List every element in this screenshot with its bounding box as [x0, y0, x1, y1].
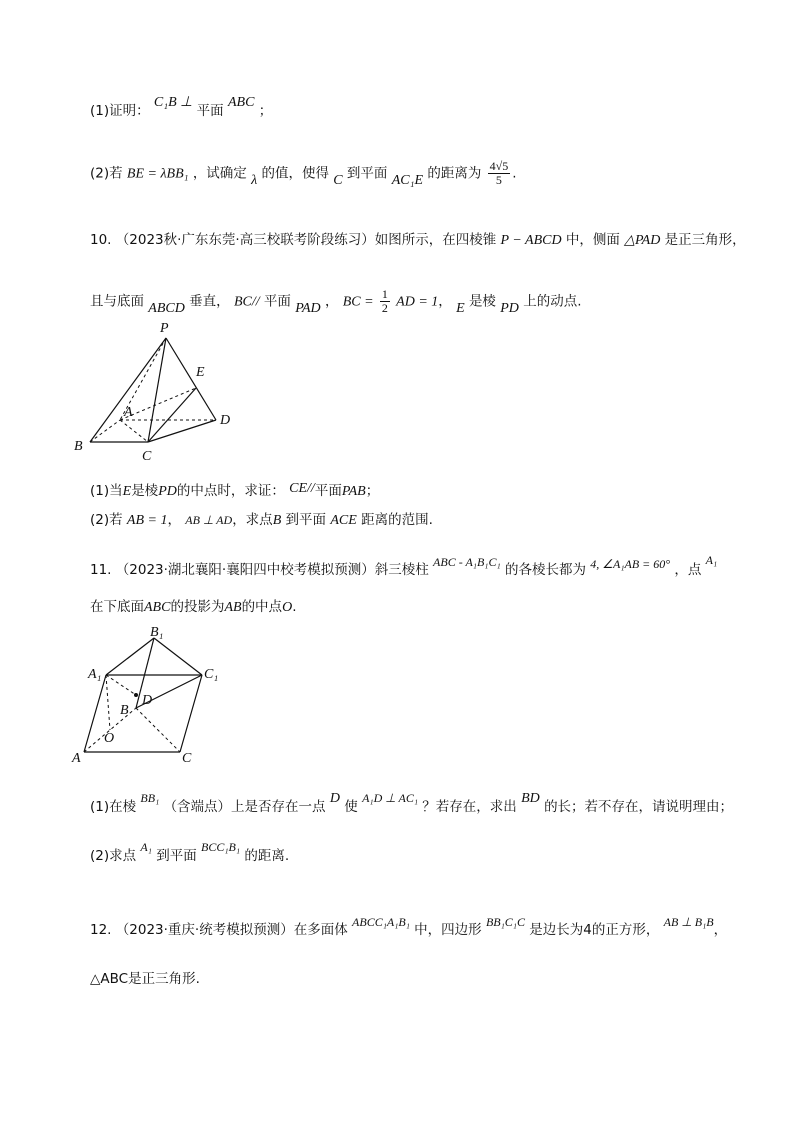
label-A: A — [124, 405, 133, 420]
q11-text1: 的各棱长都为 — [504, 562, 586, 578]
q10-solid: P − ABCD — [500, 233, 562, 248]
q11-end: . — [292, 599, 297, 615]
label-E: E — [196, 365, 205, 380]
q10-pad: PAD — [295, 300, 321, 316]
q10-p1-pab: PAB — [341, 484, 366, 499]
q10-bc: BC// — [233, 294, 260, 310]
q10-stem-line2 — [90, 288, 582, 315]
q10-comma: ， — [324, 293, 339, 310]
q11-p2-b: 到平面 — [156, 848, 197, 864]
q11-part1 — [90, 791, 734, 818]
q10-p2-perp: AB ⊥ AD — [185, 513, 233, 527]
q10-eq-fraction — [380, 288, 390, 315]
q12-text1: 中，四边形 — [414, 922, 482, 938]
label-A1: A₁ — [88, 667, 102, 682]
q10-l2-c: 平面 — [263, 293, 291, 310]
q10-part1 — [90, 481, 379, 502]
q11-ab: AB — [224, 600, 242, 615]
q12-line2: △ABC是正三角形. — [90, 971, 200, 987]
q11-abc: ABC — [144, 600, 171, 615]
q10-p1-a: (1)当 — [90, 483, 123, 499]
label-B: B — [74, 439, 83, 454]
q12-end: ， — [713, 922, 728, 938]
q10-p1-end: ； — [365, 483, 380, 499]
q9-p1-plane: 平面 — [196, 103, 224, 119]
q11-p1-d: D — [329, 791, 340, 806]
q11-part2 — [90, 840, 290, 866]
q9-p2-point: C — [333, 172, 343, 188]
q9-p2-expr: BE = λBB₁ — [126, 166, 189, 182]
label-A: A — [72, 751, 81, 766]
q11-condition: 4, ∠A₁AB = 60° — [590, 557, 671, 571]
q11-a1: A₁ — [705, 553, 718, 567]
q11-p2-a1: A₁ — [140, 840, 152, 854]
q9-p2-label: (2)若 — [90, 165, 123, 182]
q9-p2-frac-num: 4√5 — [489, 159, 509, 173]
q11-solid: ABC - A₁B₁C₁ — [433, 555, 501, 569]
q9-p2-text2: 的值，使得 — [261, 165, 329, 182]
q10-p2-pt: B — [272, 513, 282, 528]
q10-p2-sep: ， — [167, 512, 181, 528]
q10-p1-d: 平面 — [314, 483, 342, 499]
q9-part1 — [90, 95, 273, 122]
label-B1: B₁ — [150, 625, 164, 640]
q12-perp: AB ⊥ B₁B — [663, 915, 714, 929]
q10-p2-ace: ACE — [330, 513, 357, 528]
q11-p1-f: 的长；若不存在，请说明理由； — [544, 799, 734, 815]
q9-p2-text3: 到平面 — [346, 165, 388, 182]
q9-part2 — [90, 160, 517, 187]
edge-AB — [90, 420, 120, 442]
q10-p2-d: 距离的范围. — [361, 512, 433, 528]
q12-source: （2023·重庆·统考模拟预测）在多面体 — [115, 922, 348, 938]
edge-AA1 — [84, 675, 106, 752]
q9-p2-fraction — [488, 160, 511, 187]
q11-l2-a: 在下底面 — [90, 599, 144, 615]
q10-stem-line1 — [90, 230, 746, 251]
q9-p2-plane: AC₁E — [391, 172, 424, 188]
label-P: P — [160, 321, 169, 336]
q11-p2-plane: BCC₁B₁ — [201, 840, 241, 854]
q9-p2-frac-den: 5 — [495, 173, 502, 187]
q12-stem-line2 — [90, 969, 200, 989]
q11-stem-line2 — [90, 597, 296, 618]
q11-stem-line1 — [90, 553, 718, 580]
q10-text1: 中，侧面 — [565, 232, 620, 248]
q10-part2 — [90, 510, 433, 531]
q11-p1-e: ？若存在，求出 — [422, 799, 517, 815]
edge-A1D — [106, 675, 136, 695]
edge-AC — [120, 420, 148, 442]
q11-o: O — [282, 600, 293, 615]
q10-eq-lhs: BC = — [342, 294, 374, 310]
label-C1: C₁ — [204, 667, 219, 682]
q10-l2-a: 且与底面 — [90, 293, 144, 310]
q10-l2-e: 上的动点. — [523, 293, 582, 310]
q10-comma2: ， — [438, 293, 452, 310]
q10-p1-e: E — [122, 484, 132, 499]
label-C: C — [142, 449, 152, 464]
q9-p1-label: (1)证明： — [90, 103, 150, 119]
q10-p1-b: 是棱 — [131, 483, 159, 499]
label-D: D — [142, 693, 153, 708]
edge-PD — [166, 338, 216, 420]
q10-text2: 是正三角形， — [664, 232, 746, 248]
q10-p2-c: 到平面 — [285, 512, 327, 528]
edge-A1B1 — [106, 638, 154, 675]
q12-solid: ABCC₁A₁B₁ — [352, 915, 410, 929]
q12-number: 12. — [90, 922, 112, 938]
q10-p2-ab: AB = 1 — [126, 513, 168, 528]
label-C: C — [182, 751, 192, 766]
q9-p1-end: ； — [258, 103, 273, 119]
q10-base: ABCD — [148, 300, 185, 316]
q9-p2-lambda: λ — [251, 172, 258, 188]
edge-PB — [90, 338, 166, 442]
q11-l2-b: 的投影为 — [170, 599, 225, 615]
edge-A1O — [106, 675, 110, 730]
q9-p2-text4: 的距离为 — [427, 165, 482, 182]
q12-text2: 是边长为4的正方形， — [529, 922, 660, 938]
q11-p1-a: (1)在棱 — [90, 799, 137, 815]
q11-text2: ，点 — [674, 562, 702, 578]
point-D — [134, 693, 138, 697]
q9-p1-expr: C₁B ⊥ — [153, 95, 193, 110]
q11-number: 11. — [90, 562, 112, 578]
q9-p1-target: ABC — [227, 95, 255, 110]
q12-stem-line1 — [90, 915, 728, 940]
q10-p1-pd: PD — [158, 484, 177, 499]
q11-p1-bd: BD — [521, 791, 540, 806]
q10-pyramid-figure — [70, 318, 250, 468]
q10-pd: PD — [500, 300, 519, 316]
q10-number: 10. — [90, 232, 112, 248]
edge-B1C1 — [154, 638, 202, 675]
label-O: O — [104, 731, 115, 746]
q12-quad: BB₁C₁C — [485, 915, 525, 929]
edge-BC — [136, 708, 180, 752]
q10-p1-c: 的中点时，求证： — [176, 483, 285, 499]
q10-p2-b: ，求点 — [232, 512, 273, 528]
q11-p1-perp: A₁D ⊥ AC₁ — [362, 791, 418, 805]
q10-l2-d: 是棱 — [468, 293, 496, 310]
q10-eq-rhs: AD = 1 — [396, 294, 439, 310]
q11-p1-c: 使 — [344, 799, 358, 815]
label-D: D — [220, 413, 231, 428]
q11-p2-c: 的距离. — [244, 848, 290, 864]
q11-p2-a: (2)求点 — [90, 848, 137, 864]
label-B: B — [120, 703, 129, 718]
q10-triangle: △PAD — [624, 233, 661, 248]
q11-l2-c: 的中点 — [241, 599, 283, 615]
q11-prism-figure — [70, 620, 250, 770]
q10-l2-b: 垂直， — [189, 293, 230, 310]
q9-p2-end: . — [512, 165, 517, 182]
q11-source: （2023·湖北襄阳·襄阳四中校考模拟预测）斜三棱柱 — [115, 562, 429, 578]
q11-p1-b: （含端点）上是否存在一点 — [163, 799, 326, 815]
q10-eq-den: 2 — [381, 301, 388, 315]
q10-e: E — [456, 300, 465, 316]
q10-source: （2023秋·广东东莞·高三校联考阶段练习）如图所示，在四棱锥 — [115, 232, 497, 248]
q9-p2-text1: ，试确定 — [192, 165, 247, 182]
q10-p1-ce: CE// — [289, 481, 315, 496]
edge-CC1 — [180, 675, 202, 752]
q10-eq-num: 1 — [381, 287, 388, 301]
q10-p2-a: (2)若 — [90, 512, 123, 528]
q11-p1-bb1: BB₁ — [140, 791, 160, 805]
